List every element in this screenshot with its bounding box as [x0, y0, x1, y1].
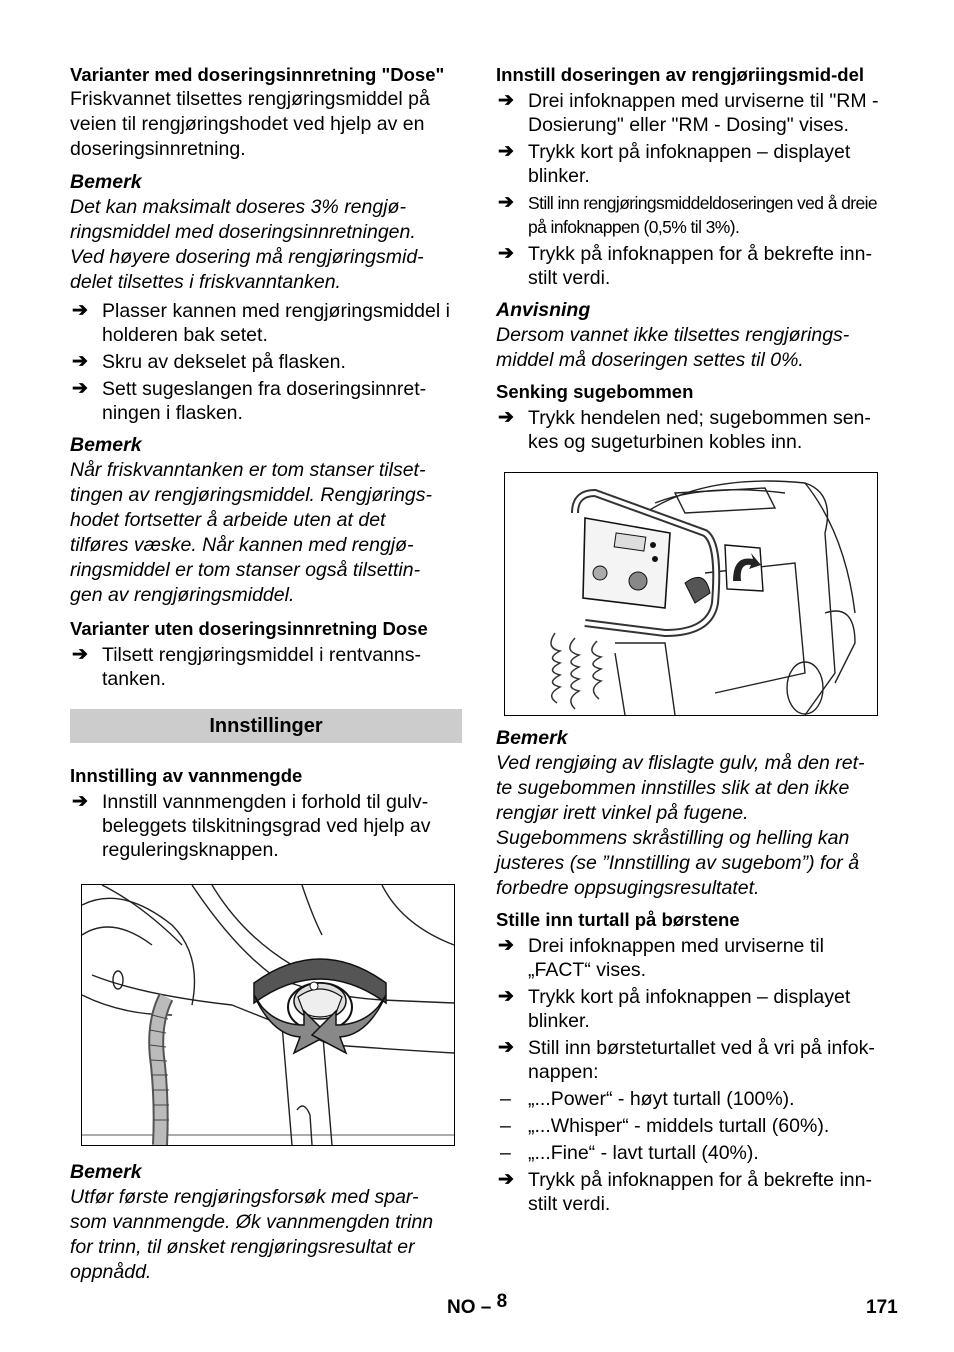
arrow-right-icon: ➔ — [72, 378, 88, 399]
arrow-right-icon: ➔ — [498, 1037, 514, 1058]
note-text: Utfør første rengjøringsforsøk med spar- som vannmengde. Øk vannmengden trinn for trinn, til ønsket rengjøringsresultat er oppnådd. — [70, 1186, 434, 1283]
note-text: Det kan maksimalt doseres 3% rengjø- ringsmiddel med doseringsinnretningen. Ved høyere dosering må rengjøringsmid- delet tilsettes i friskvanntanken. — [70, 196, 424, 293]
list-item: ➔ Tilsett rengjøringsmiddel i rentvanns-tanken. — [72, 644, 421, 690]
list-item: ➔ Trykk på infoknappen for å bekrefte inn-stilt verdi. — [498, 243, 872, 289]
arrow-right-icon: ➔ — [72, 644, 88, 665]
list-item: ➔ Sett sugeslangen fra doseringsinnret-ningen i flasken. — [72, 378, 427, 424]
arrow-right-icon: ➔ — [498, 986, 514, 1007]
list-item: ➔ Trykk på infoknappen for å bekrefte inn-stilt verdi. — [498, 1169, 872, 1215]
footer-section-label: NO – 8 — [447, 1291, 508, 1318]
list-item: – „...Power“ - høyt turtall (100%). — [500, 1088, 795, 1110]
list-item: ➔ Still inn børsteturtallet ved å vri på infok-nappen: — [498, 1037, 875, 1083]
list-item: ➔ Skru av dekselet på flasken. — [72, 351, 346, 373]
list-item: ➔ Innstill vannmengden i forhold til gulv-beleggets tilskitningsgrad ved hjelp av reguleringsknappen. — [72, 791, 431, 861]
list-item: ➔ Drei infoknappen med urviserne til "RM - Dosierung" eller "RM - Dosing" vises. — [498, 90, 879, 136]
arrow-right-icon: ➔ — [498, 141, 514, 162]
note-text: Ved rengjøing av flislagte gulv, må den ret- te sugebommen innstilles slik at den ikke rengjør irett vinkel på fugene. Sugebommens skråstilling og helling kan justeres (se ”Innstilling av sugebom”) for å forbedre oppsugingsresultatet. — [496, 752, 865, 899]
list-item: ➔ Trykk kort på infoknappen – displayet blinker. — [498, 141, 851, 187]
list-item: ➔ Drei infoknappen med urviserne til „FACT“ vises. — [498, 935, 824, 981]
figure-regulating-knob — [81, 884, 455, 1146]
list-item: – „...Fine“ - lavt turtall (40%). — [500, 1142, 759, 1164]
heading-dose-variant: Varianter med doseringsinnretning "Dose" — [70, 64, 445, 85]
list-item: ➔ Trykk hendelen ned; sugebommen sen-kes og sugeturbinen kobles inn. — [498, 407, 871, 453]
page-number: 171 — [866, 1297, 898, 1318]
heading-brush-speed: Stille inn turtall på børstene — [496, 909, 740, 930]
left-column — [70, 62, 462, 1289]
arrow-right-icon: ➔ — [72, 300, 88, 321]
arrow-right-icon: ➔ — [498, 243, 514, 264]
note-title: Anvisning — [496, 299, 591, 321]
note-title: Bemerk — [70, 434, 142, 456]
note-title: Bemerk — [70, 1161, 142, 1183]
arrow-right-icon: ➔ — [498, 407, 514, 428]
list-item: ➔ Still inn rengjøringsmiddeldoseringen ved å dreie på infoknappen (0,5% til 3%). — [498, 192, 878, 237]
section-heading: Innstillinger — [70, 709, 462, 743]
arrow-right-icon: ➔ — [498, 192, 514, 213]
list-item: – „...Whisper“ - middels turtall (60%). — [500, 1115, 830, 1137]
note-text: Når friskvanntanken er tom stanser tilset- tingen av rengjøringsmiddel. Rengjørings- hodet fortsetter å arbeide uten at det tilføres væske. Når kannen med rengjø- ringsmiddel er tom stanser også tilsettin- gen av rengjøringsmiddel. — [70, 459, 432, 606]
note-text: Dersom vannet ikke tilsettes rengjørings- middel må doseringen settes til 0%. — [496, 324, 850, 371]
arrow-right-icon: ➔ — [498, 935, 514, 956]
arrow-right-icon: ➔ — [498, 90, 514, 111]
list-item: ➔ Plasser kannen med rengjøringsmiddel i holderen bak setet. — [72, 300, 450, 346]
note-title: Bemerk — [496, 727, 568, 749]
heading-no-dose-variant: Varianter uten doseringsinnretning Dose — [70, 618, 428, 639]
arrow-right-icon: ➔ — [498, 1169, 514, 1190]
figure-control-panel — [504, 472, 878, 716]
heading-squeegee: Senking sugebommen — [496, 381, 694, 402]
arrow-right-icon: ➔ — [72, 791, 88, 812]
arrow-right-icon: ➔ — [72, 351, 88, 372]
note-title: Bemerk — [70, 171, 142, 193]
list-item: ➔ Trykk kort på infoknappen – displayet blinker. — [498, 986, 851, 1032]
heading-dosing: Innstill doseringen av rengjøriingsmid-del — [496, 64, 864, 85]
paragraph: Friskvannet tilsettes rengjøringsmiddel på veien til rengjøringshodet ved hjelp av en doseringsinnretning. — [70, 88, 430, 160]
right-column — [496, 62, 888, 1219]
heading-water-amount: Innstilling av vannmengde — [70, 765, 303, 786]
